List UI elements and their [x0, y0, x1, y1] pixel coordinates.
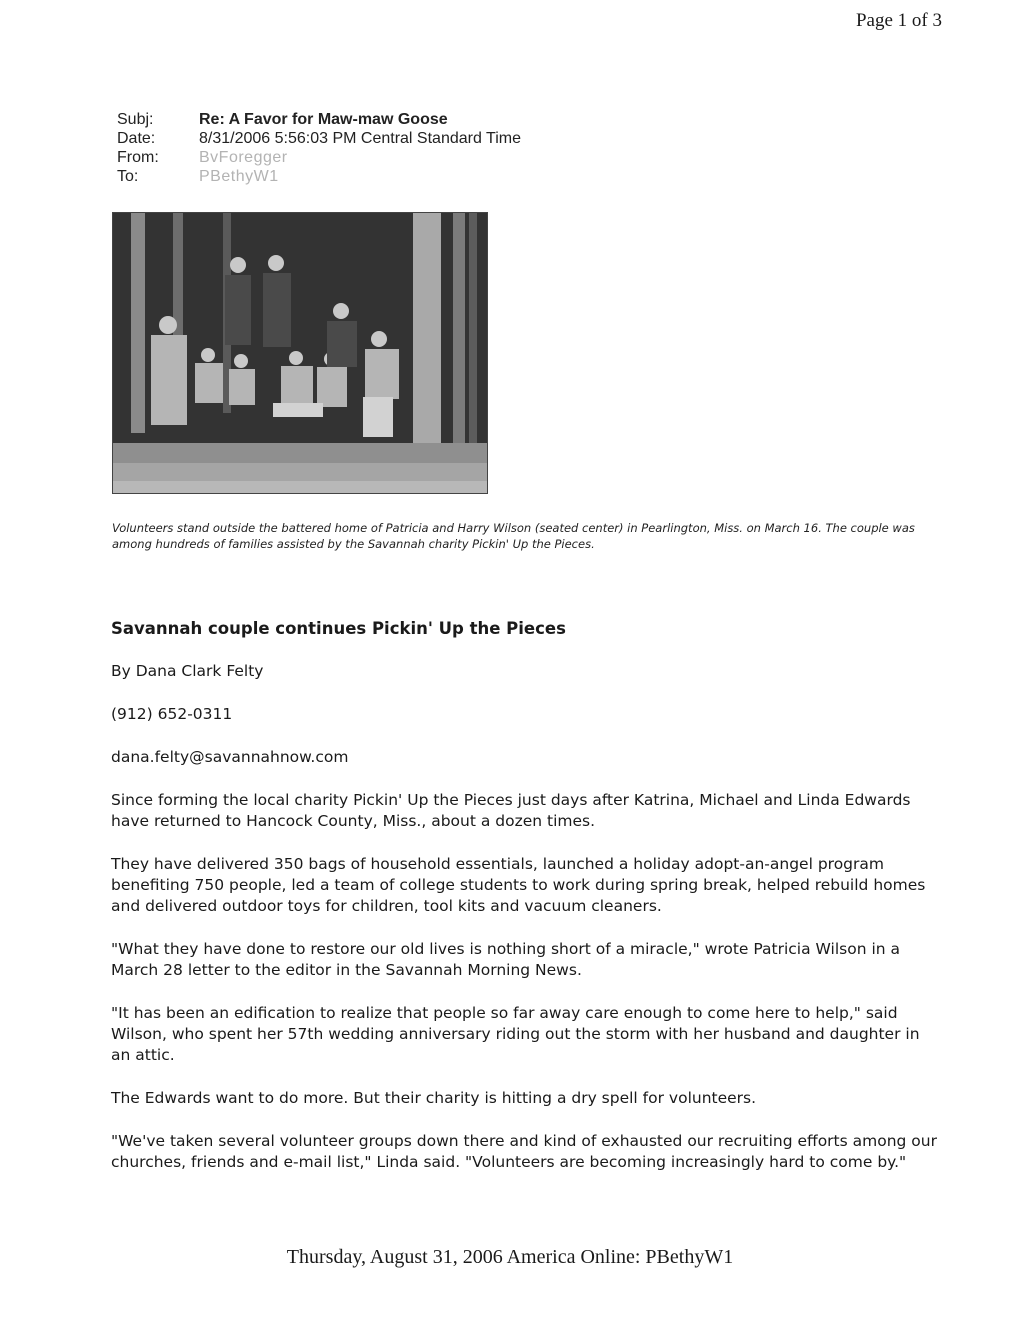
- subject-row: [117, 110, 521, 129]
- to-value: PBethyW1: [199, 168, 279, 185]
- photo-caption: Volunteers stand outside the battered home of Patricia and Harry Wilson (seated center) in Pearlington, Miss. on March 16. The couple was among hundreds of families assisted by the Savannah charity Pickin' Up the Pieces.: [112, 521, 915, 551]
- author-phone: (912) 652-0311: [111, 705, 233, 723]
- article-paragraph: They have delivered 350 bags of household essentials, launched a holiday adopt-an-angel program benefiting 750 people, led a team of college students to work during spring break, helped rebuild homes and delivered outdoor toys for children, tool kits and vacuum cleaners.: [111, 855, 926, 915]
- volunteers-photo: [112, 212, 488, 494]
- author-email: dana.felty@savannahnow.com: [111, 748, 349, 766]
- from-row: [117, 148, 521, 167]
- print-footer: Thursday, August 31, 2006 America Online: PBethyW1: [286, 1246, 734, 1268]
- subject-label: Subj:: [117, 111, 154, 128]
- email-headers: [117, 110, 521, 186]
- article-paragraph: Since forming the local charity Pickin' Up the Pieces just days after Katrina, Michael and Linda Edwards have returned to Hancock County, Miss., about a dozen times.: [111, 791, 911, 830]
- page-number: Page 1 of 3: [855, 10, 942, 31]
- article: [111, 618, 941, 1195]
- article-paragraph: The Edwards want to do more. But their charity is hitting a dry spell for volunteers.: [111, 1089, 757, 1107]
- to-row: [117, 167, 521, 186]
- article-paragraph: "It has been an edification to realize that people so far away care enough to come here to help," said Wilson, who spent her 57th wedding anniversary riding out the storm with her husband and daughter in an attic.: [111, 1004, 920, 1064]
- volunteers-photo-image: [113, 213, 488, 494]
- article-byline: By Dana Clark Felty: [111, 662, 264, 680]
- date-row: [117, 129, 521, 148]
- date-value: 8/31/2006 5:56:03 PM Central Standard Time: [199, 130, 521, 147]
- from-value: BvForegger: [199, 149, 288, 166]
- article-paragraph: "What they have done to restore our old lives is nothing short of a miracle," wrote Patricia Wilson in a March 28 letter to the editor in the Savannah Morning News.: [111, 940, 901, 979]
- article-paragraph: "We've taken several volunteer groups down there and kind of exhausted our recruiting efforts among our churches, friends and e-mail list," Linda said. "Volunteers are becoming increasingly hard to come by.": [111, 1132, 937, 1171]
- subject-value: Re: A Favor for Maw-maw Goose: [199, 111, 448, 128]
- article-headline: Savannah couple continues Pickin' Up the Pieces: [111, 619, 566, 638]
- from-label: From:: [117, 149, 159, 166]
- date-label: Date:: [117, 130, 156, 147]
- to-label: To:: [117, 168, 139, 185]
